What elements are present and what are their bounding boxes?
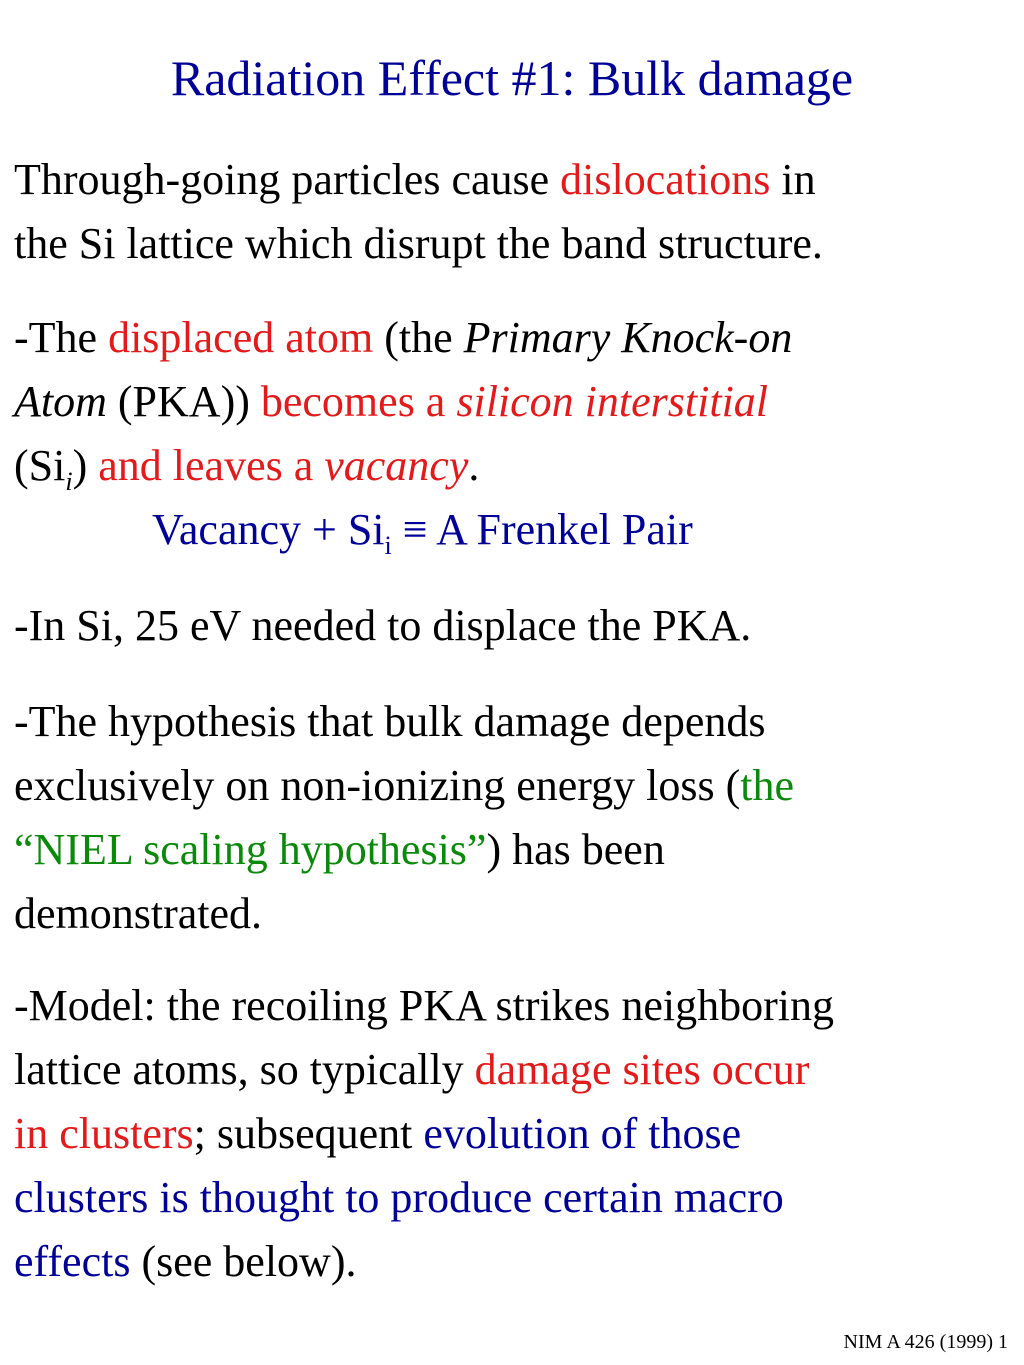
term-primary-knock-on: Primary Knock-on bbox=[463, 313, 793, 362]
text-span: Through-going particles cause bbox=[14, 155, 561, 204]
highlight-displaced-atom: displaced atom bbox=[108, 313, 374, 362]
paragraph-niel bbox=[14, 690, 1014, 946]
highlight-damage-sites: damage sites occur bbox=[474, 1045, 810, 1094]
highlight-effects: effects bbox=[14, 1237, 131, 1286]
text-span: (Si bbox=[14, 441, 66, 490]
text-span: -In Si, 25 eV needed to displace the PKA. bbox=[14, 601, 752, 650]
highlight-vacancy: vacancy bbox=[324, 441, 469, 490]
frenkel-pair-equation bbox=[152, 500, 693, 560]
highlight-in-clusters: in clusters bbox=[14, 1109, 194, 1158]
text-span: (see below). bbox=[130, 1237, 357, 1286]
highlight-niel-the: the bbox=[740, 761, 795, 810]
paragraph-dislocations bbox=[14, 148, 1014, 276]
text-span: the Si lattice which disrupt the band structure. bbox=[14, 219, 823, 268]
paragraph-pka bbox=[14, 306, 1014, 498]
text-span: ≡ A Frenkel Pair bbox=[391, 505, 693, 554]
highlight-leaves: and leaves a bbox=[98, 441, 325, 490]
subscript-i: i bbox=[384, 531, 392, 560]
highlight-clusters-macro: clusters is thought to produce certain macro bbox=[14, 1173, 784, 1222]
text-span: in bbox=[770, 155, 816, 204]
highlight-evolution: evolution of those bbox=[423, 1109, 742, 1158]
slide-title: Radiation Effect #1: Bulk damage bbox=[170, 50, 854, 106]
text-span: exclusively on non-ionizing energy loss ( bbox=[14, 761, 741, 810]
text-span: ; subsequent bbox=[193, 1109, 424, 1158]
text-span: demonstrated. bbox=[14, 889, 263, 938]
text-span: . bbox=[468, 441, 480, 490]
text-span: -Model: the recoiling PKA strikes neighboring bbox=[14, 981, 834, 1030]
highlight-niel-scaling: “NIEL scaling hypothesis” bbox=[14, 825, 487, 874]
text-span: ) has been bbox=[486, 825, 665, 874]
paragraph-25ev bbox=[14, 594, 1014, 658]
text-span: ) bbox=[72, 441, 99, 490]
paragraph-model bbox=[14, 974, 1014, 1294]
text-span: (PKA)) bbox=[106, 377, 261, 426]
highlight-becomes: becomes a bbox=[260, 377, 457, 426]
highlight-silicon-interstitial: silicon interstitial bbox=[456, 377, 769, 426]
text-span: lattice atoms, so typically bbox=[14, 1045, 475, 1094]
text-span: -The hypothesis that bulk damage depends bbox=[14, 697, 766, 746]
term-atom: Atom bbox=[14, 377, 107, 426]
text-span: (the bbox=[373, 313, 464, 362]
highlight-dislocations: dislocations bbox=[560, 155, 771, 204]
citation: NIM A 426 (1999) 1 bbox=[843, 1331, 1008, 1353]
subscript-i: i bbox=[65, 467, 73, 496]
text-span: -The bbox=[14, 313, 109, 362]
text-span: Vacancy + Si bbox=[152, 505, 385, 554]
